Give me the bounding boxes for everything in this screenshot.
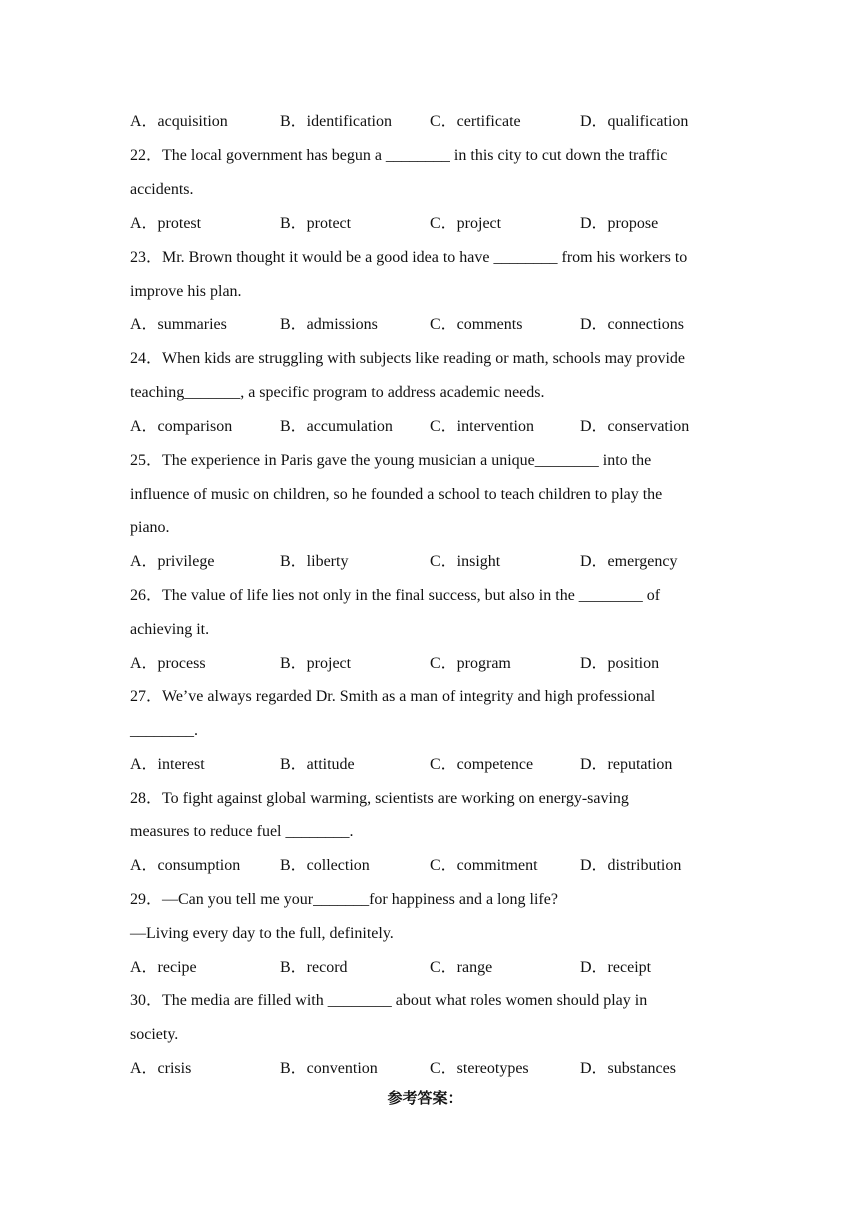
q28-text-line-2: measures to reduce fuel ________. — [130, 823, 354, 840]
q22-option-d: D．propose — [580, 215, 659, 232]
q27-option-b: B．attitude — [280, 756, 355, 773]
q26-option-a: A．process — [130, 655, 206, 672]
q30-text-line-2: society. — [130, 1026, 179, 1043]
q27-option-a: A．interest — [130, 756, 205, 773]
q25-option-b: B．liberty — [280, 553, 349, 570]
q25-option-a: A．privilege — [130, 553, 215, 570]
q27-option-c: C．competence — [430, 756, 534, 773]
q24-text-line-2: teaching_______, a specific program to address academic needs. — [130, 384, 545, 401]
q26-text-line-2: achieving it. — [130, 621, 210, 638]
q30-option-b: B．convention — [280, 1060, 378, 1077]
q30-option-a: A．crisis — [130, 1060, 192, 1077]
q25-option-d: D．emergency — [580, 553, 678, 570]
q24-text-line-1: 24．When kids are struggling with subjects like reading or math, schools may provide — [130, 350, 685, 367]
q24-option-d: D．conservation — [580, 418, 690, 435]
q29-text-line-2: —Living every day to the full, definitely. — [130, 925, 394, 942]
q23-option-a: A．summaries — [130, 316, 227, 333]
q29-option-b: B．record — [280, 959, 348, 976]
q22-option-c: C．project — [430, 215, 502, 232]
q27-text-line-2: ________. — [130, 722, 198, 739]
q23-text-line-1: 23．Mr. Brown thought it would be a good idea to have ________ from his workers to — [130, 249, 688, 266]
q23-option-d: D．connections — [580, 316, 684, 333]
q22-option-b: B．protect — [280, 215, 352, 232]
answer-key-heading: 参考答案： — [387, 1089, 463, 1107]
q22-option-a: A．protest — [130, 215, 202, 232]
q22-text-line-2: accidents. — [130, 181, 194, 198]
q21-option-b: B．identification — [280, 113, 392, 130]
q23-option-b: B．admissions — [280, 316, 378, 333]
q29-option-d: D．receipt — [580, 959, 652, 976]
q27-option-d: D．reputation — [580, 756, 673, 773]
q25-text-line-3: piano. — [130, 519, 170, 536]
q21-option-a: A．acquisition — [130, 113, 228, 130]
q30-option-c: C．stereotypes — [430, 1060, 529, 1077]
q28-option-b: B．collection — [280, 857, 370, 874]
q26-option-c: C．program — [430, 655, 511, 672]
q28-option-c: C．commitment — [430, 857, 538, 874]
q21-option-c: C．certificate — [430, 113, 521, 130]
q30-text-line-1: 30．The media are filled with ________ about what roles women should play in — [130, 992, 648, 1009]
q24-option-a: A．comparison — [130, 418, 233, 435]
q29-text-line-1: 29．—Can you tell me your_______for happiness and a long life? — [130, 891, 558, 908]
q25-text-line-1: 25．The experience in Paris gave the young musician a unique________ into the — [130, 452, 652, 469]
q29-option-c: C．range — [430, 959, 493, 976]
q26-option-b: B．project — [280, 655, 352, 672]
q28-option-a: A．consumption — [130, 857, 241, 874]
q30-option-d: D．substances — [580, 1060, 676, 1077]
q25-text-line-2: influence of music on children, so he founded a school to teach children to play the — [130, 486, 663, 503]
q23-option-c: C．comments — [430, 316, 523, 333]
q28-option-d: D．distribution — [580, 857, 682, 874]
q24-option-c: C．intervention — [430, 418, 534, 435]
q25-option-c: C．insight — [430, 553, 501, 570]
q24-option-b: B．accumulation — [280, 418, 393, 435]
q28-text-line-1: 28．To fight against global warming, scientists are working on energy-saving — [130, 790, 629, 807]
q23-text-line-2: improve his plan. — [130, 283, 242, 300]
q21-option-d: D．qualification — [580, 113, 689, 130]
q26-text-line-1: 26．The value of life lies not only in the final success, but also in the ________ of — [130, 587, 661, 604]
q27-text-line-1: 27．We’ve always regarded Dr. Smith as a man of integrity and high professional — [130, 688, 656, 705]
q26-option-d: D．position — [580, 655, 660, 672]
q29-option-a: A．recipe — [130, 959, 197, 976]
q22-text-line-1: 22．The local government has begun a ________ in this city to cut down the traffic — [130, 147, 668, 164]
